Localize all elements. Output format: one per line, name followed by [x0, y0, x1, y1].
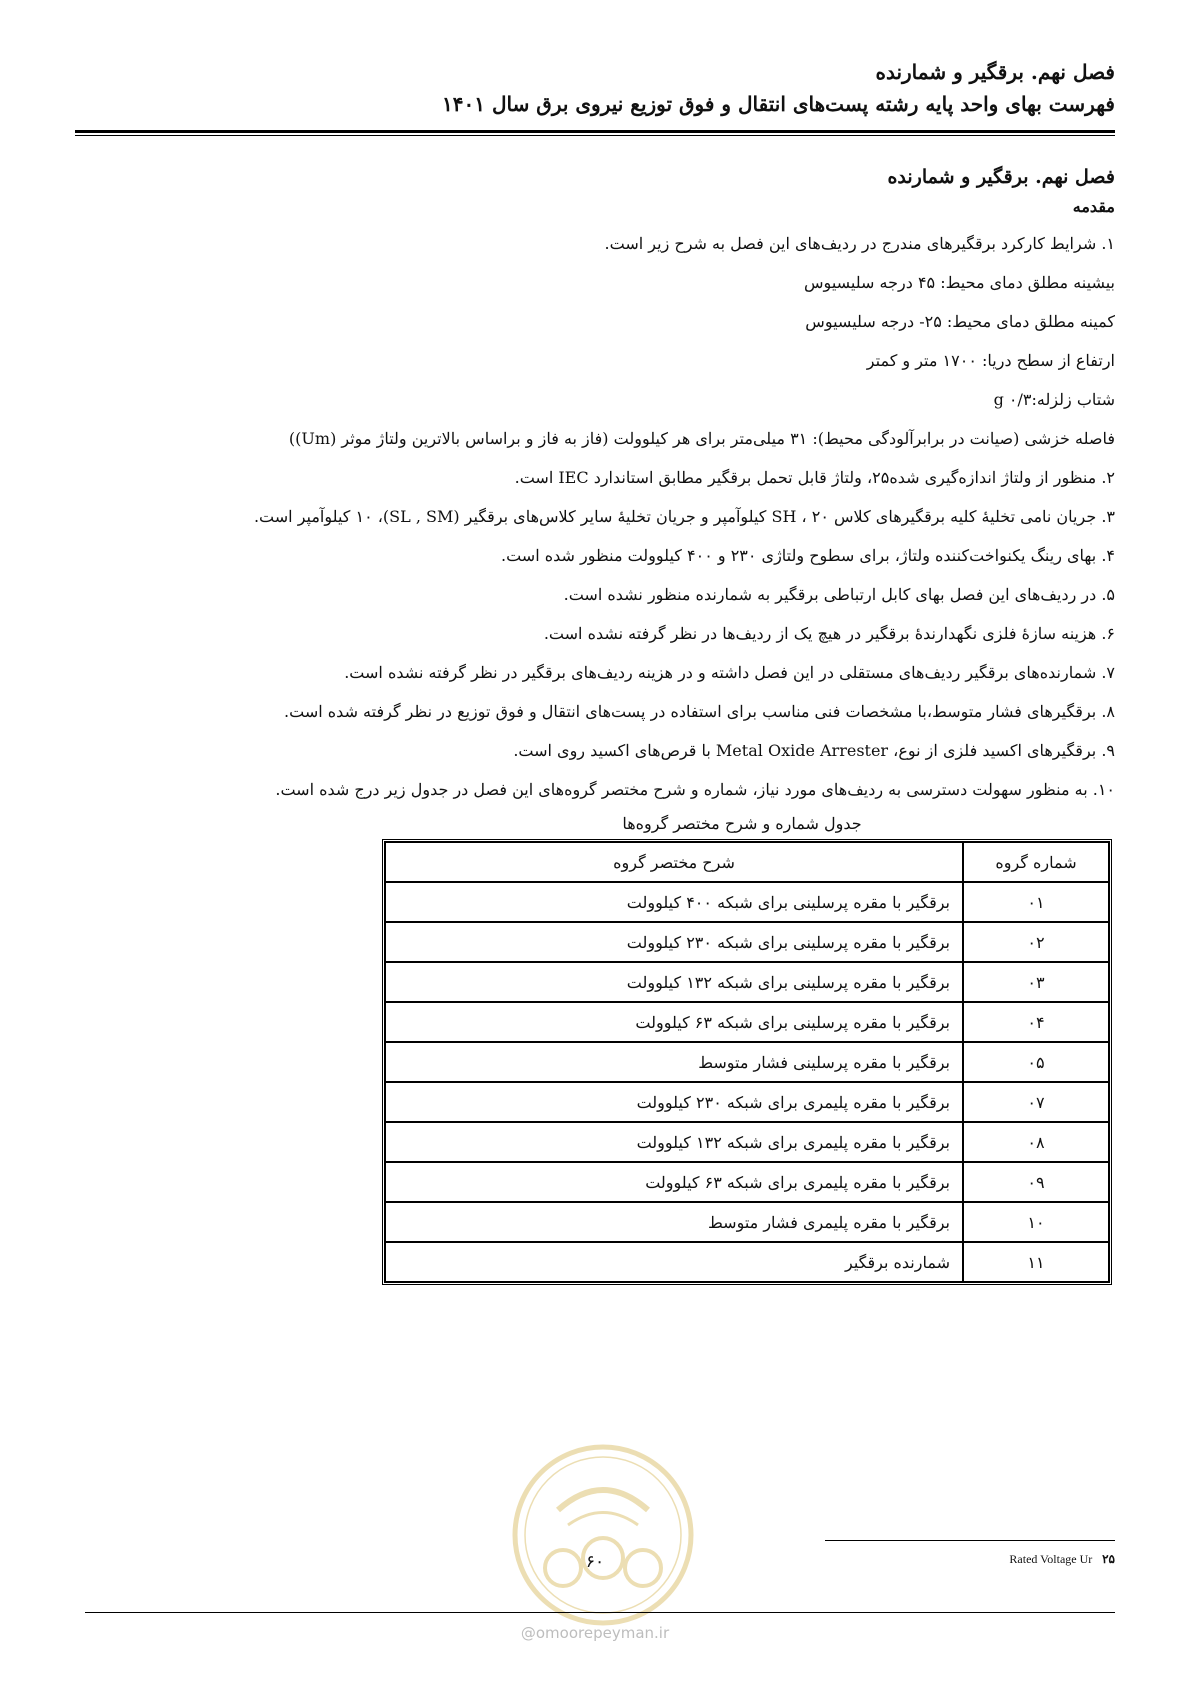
paragraph-4: ۴. بهای رینگ یکنواخت‌کننده ولتاژ، برای سطوح ولتاژی ۲۳۰ و ۴۰۰ کیلوولت منظور شده است.	[500, 546, 1115, 565]
website-watermark: @omoorepeyman.ir	[520, 1624, 670, 1642]
table-row	[385, 1202, 1109, 1242]
page-number: ۶۰	[585, 1552, 605, 1572]
paragraph-altitude: ارتفاع از سطح دریا: ۱۷۰۰ متر و کمتر	[866, 351, 1115, 370]
group-description: برقگیر با مقره پلیمری برای شبکه ۶۳ کیلوولت	[385, 1162, 963, 1202]
table-row	[385, 922, 1109, 962]
footnote-number: ۲۵	[1102, 1552, 1115, 1566]
group-description: برقگیر با مقره پرسلینی برای شبکه ۴۰۰ کیلوولت	[385, 882, 963, 922]
paragraph-8: ۸. برقگیرهای فشار متوسط،با مشخصات فنی مناسب برای استفاده در پست‌های انتقال و فوق توزیع در نظر گرفته شده است.	[284, 702, 1115, 721]
table-row	[385, 882, 1109, 922]
header-group-description: شرح مختصر گروه	[385, 842, 963, 882]
header-document-title: فهرست بهای واحد پایه رشته پست‌های انتقال و فوق توزیع نیروی برق سال ۱۴۰۱	[442, 92, 1115, 116]
group-number: ۰۴	[963, 1002, 1109, 1042]
table-row	[385, 1042, 1109, 1082]
paragraph-3: ۳. جریان نامی تخلیهٔ کلیه برقگیرهای کلاس SH ، ۲۰ کیلوآمپر و جریان تخلیهٔ سایر کلاس‌های برقگیر (SL , SM)، ۱۰ کیلوآمپر است.	[253, 507, 1115, 526]
group-number: ۰۵	[963, 1042, 1109, 1082]
group-number: ۰۳	[963, 962, 1109, 1002]
table-caption: جدول شماره و شرح مختصر گروه‌ها	[622, 814, 862, 833]
main-content	[115, 160, 1115, 1285]
table-header-row	[385, 842, 1109, 882]
group-description: شمارنده برقگیر	[385, 1242, 963, 1282]
watermark-seal-icon	[508, 1440, 698, 1630]
paragraph-max-temp: بیشینه مطلق دمای محیط: ۴۵ درجه سلیسیوس	[804, 273, 1115, 292]
group-number: ۰۹	[963, 1162, 1109, 1202]
header-rule-thick	[75, 130, 1115, 133]
paragraph-creepage: فاصله خزشی (صیانت در برابرآلودگی محیط): ۳۱ میلی‌متر برای هر کیلوولت (فاز به فاز و براساس بالاترین ولتاژ موثر (Um))	[288, 429, 1115, 448]
footnote-text: Rated Voltage Ur	[1009, 1552, 1093, 1566]
page-header	[75, 56, 1115, 120]
paragraph-10: ۱۰. به منظور سهولت دسترسی به ردیف‌های مورد نیاز، شماره و شرح مختصر گروه‌های این فصل در جدول زیر درج شده است.	[275, 780, 1115, 799]
group-description: برقگیر با مقره پلیمری برای شبکه ۲۳۰ کیلوولت	[385, 1082, 963, 1122]
group-description: برقگیر با مقره پرسلینی برای شبکه ۱۳۲ کیلوولت	[385, 962, 963, 1002]
paragraph-1: ۱. شرایط کارکرد برقگیرهای مندرج در ردیف‌های این فصل به شرح زیر است.	[604, 234, 1115, 253]
group-number: ۰۸	[963, 1122, 1109, 1162]
table-row	[385, 1162, 1109, 1202]
group-description: برقگیر با مقره پرسلینی برای شبکه ۲۳۰ کیلوولت	[385, 922, 963, 962]
paragraph-6: ۶. هزینه سازهٔ فلزی نگهدارندهٔ برقگیر در هیچ یک از ردیف‌ها در نظر گرفته نشده است.	[543, 624, 1115, 643]
group-number: ۰۲	[963, 922, 1109, 962]
group-description: برقگیر با مقره پلیمری برای شبکه ۱۳۲ کیلوولت	[385, 1122, 963, 1162]
paragraph-min-temp: کمینه مطلق دمای محیط: ۲۵- درجه سلیسیوس	[805, 312, 1115, 331]
table-row	[385, 1242, 1109, 1282]
footer-rule	[85, 1612, 1115, 1613]
group-number: ۱۰	[963, 1202, 1109, 1242]
table-row	[385, 1122, 1109, 1162]
paragraph-7: ۷. شمارنده‌های برقگیر ردیف‌های مستقلی در این فصل داشته و در هزینه ردیف‌های برقگیر در نظر گرفته نشده است.	[344, 663, 1115, 682]
section-subtitle: مقدمه	[1072, 197, 1115, 216]
table-row	[385, 1002, 1109, 1042]
group-number: ۱۱	[963, 1242, 1109, 1282]
header-rule-thin	[75, 135, 1115, 136]
table-row	[385, 1082, 1109, 1122]
groups-table	[382, 839, 1112, 1285]
paragraph-2: ۲. منظور از ولتاژ اندازه‌گیری شده۲۵، ولتاژ قابل تحمل برقگیر مطابق استاندارد IEC است.	[514, 468, 1115, 487]
group-number: ۰۷	[963, 1082, 1109, 1122]
header-group-number: شماره گروه	[963, 842, 1109, 882]
footnote-rule	[825, 1540, 1115, 1541]
watermark-logo	[508, 1440, 698, 1630]
paragraph-seismic: شتاب زلزله:g ۰/۳	[993, 390, 1115, 409]
group-description: برقگیر با مقره پرسلینی برای شبکه ۶۳ کیلوولت	[385, 1002, 963, 1042]
group-description: برقگیر با مقره پلیمری فشار متوسط	[385, 1202, 963, 1242]
table-row	[385, 962, 1109, 1002]
paragraph-5: ۵. در ردیف‌های این فصل بهای کابل ارتباطی برقگیر به شمارنده منظور نشده است.	[563, 585, 1115, 604]
section-title: فصل نهم. برقگیر و شمارنده	[887, 166, 1115, 188]
paragraph-9: ۹. برقگیرهای اکسید فلزی از نوع، Metal Oxide Arrester با قرص‌های اکسید روی است.	[513, 741, 1115, 760]
header-chapter-title: فصل نهم. برقگیر و شمارنده	[875, 60, 1115, 84]
group-description: برقگیر با مقره پرسلینی فشار متوسط	[385, 1042, 963, 1082]
group-number: ۰۱	[963, 882, 1109, 922]
